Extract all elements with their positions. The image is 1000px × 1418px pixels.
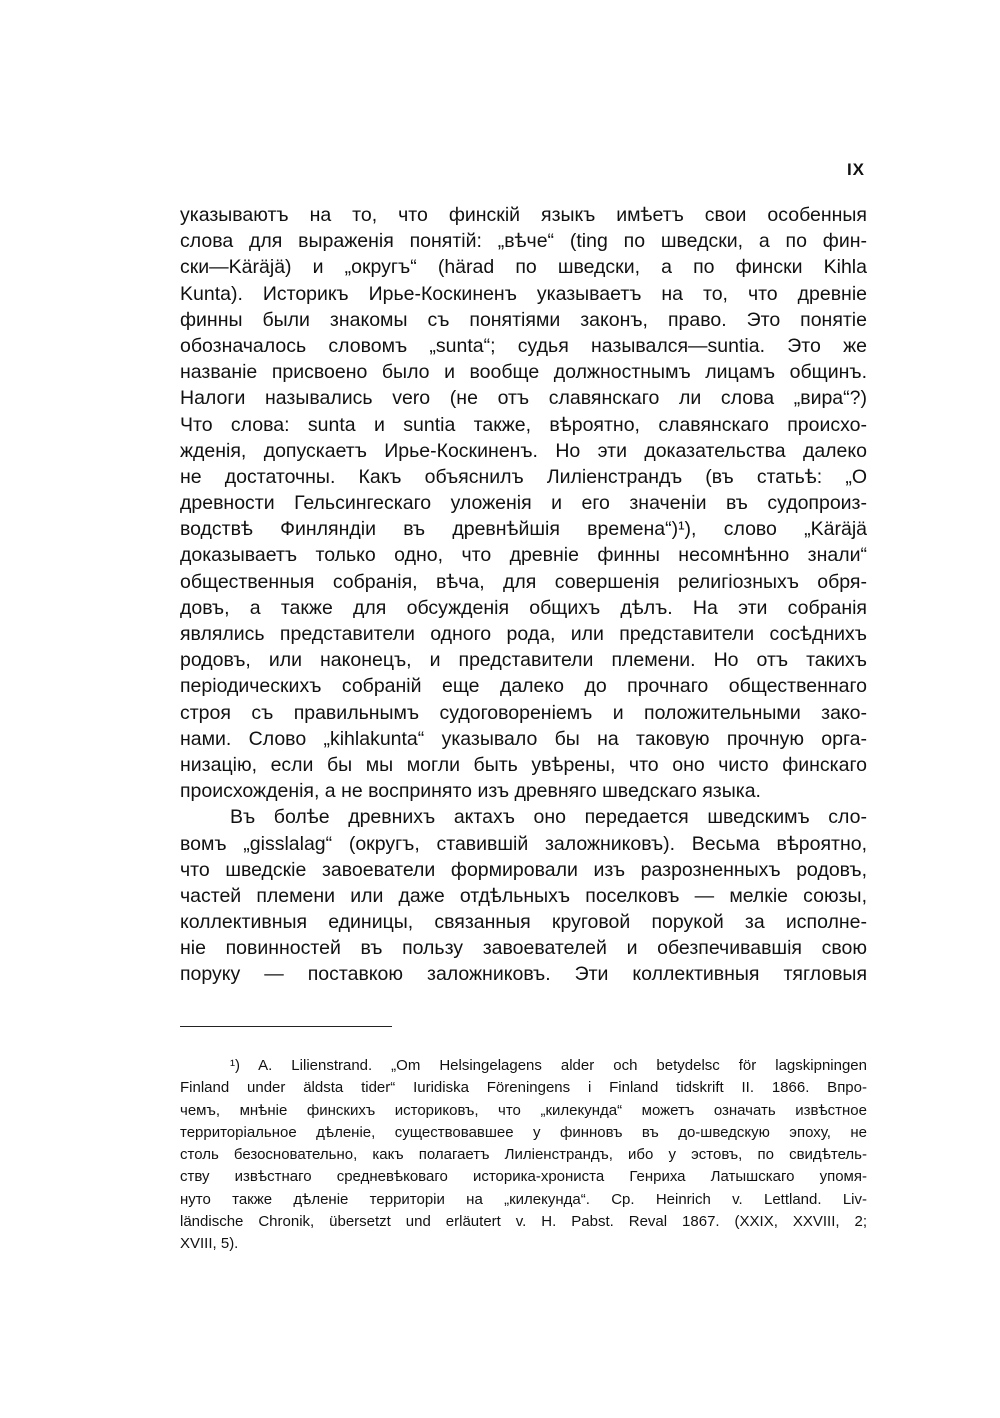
- text-line: указываютъ на то, что финскій языкъ имѣетъ свои особенныя: [180, 204, 867, 226]
- text-line: ски—Käräjä) и „округъ“ (härad по шведски, а по фински Kihla: [180, 256, 867, 279]
- footnote-line: столь безосновательно, какъ полагаетъ Лиліенстрандъ, ибо у эстовъ, по свидѣтель-: [180, 1146, 867, 1164]
- text-line: ніе повинностей въ пользу завоевателей и обезпечивавшія свою: [180, 937, 867, 960]
- footnote-line: территоріальное дѣленіе, существовавшее у финновъ въ до-шведскую эпоху, не: [180, 1123, 867, 1141]
- text-line: родовъ, или наконецъ, и представители племени. Но отъ такихъ: [180, 649, 867, 672]
- text-line: Kunta). Историкъ Ирье-Коскиненъ указываетъ на то, что древніе: [180, 282, 867, 305]
- text-line: довъ, а также для обсужденія общихъ дѣлъ. На эти собранія: [180, 596, 867, 619]
- text-line: общественныя собранія, вѣча, для совершенія религіозныхъ обря-: [180, 570, 867, 593]
- text-line: происхожденія, а не воспринято изъ древняго шведскаго языка.: [180, 780, 761, 803]
- text-line: Что слова: sunta и suntia также, вѣроятно, славянскаго происхо-: [180, 413, 867, 436]
- page-number: IX: [846, 160, 865, 179]
- main-text: [180, 202, 867, 988]
- footnote-line: чемъ, мнѣніе финскихъ историковъ, что „килекунда“ можетъ означать извѣстное: [180, 1101, 867, 1119]
- text-line: Налоги назывались vero (не отъ славянскаго ли слова „вира“?): [180, 387, 867, 410]
- footnote-line: ländische Chronik, übersetzt und erläutert v. H. Pabst. Reval 1867. (XXIX, XXVIII, 2;: [180, 1213, 867, 1231]
- text-line: поруку — поставкою заложниковъ. Эти коллективныя тягловыя: [180, 963, 867, 986]
- text-line: обозначалось словомъ „sunta“; судья назывался—suntia. Это же: [180, 334, 867, 357]
- footnote-divider: [180, 1026, 392, 1027]
- text-line: слова для выраженія понятій: „вѣче“ (ting по шведски, а по фин-: [180, 230, 867, 253]
- text-line: строя съ правильнымъ судоговореніемъ и положительными зако-: [180, 701, 867, 724]
- text-line: не достаточны. Какъ объяснилъ Лиліенстрандъ (въ статьѣ: „О: [180, 465, 867, 488]
- text-line: водствѣ Финляндіи въ древнѣйшія времена“)¹), слово „Käräjä: [180, 518, 867, 541]
- text-line: финны были знакомы съ понятіями законъ, право. Это понятіе: [180, 308, 867, 331]
- text-line: жденія, допускаетъ Ирье-Коскиненъ. Но эти доказательства далеко: [180, 439, 867, 462]
- text-line: періодическихъ собраній еще далеко до прочнаго общественнаго: [180, 675, 867, 698]
- footnote-line: ¹) A. Lilienstrand. „Om Helsingelagens alder och betydelsc för lagskipningen: [230, 1057, 867, 1074]
- text-line: вомъ „gisslalag“ (округъ, ставившій заложниковъ). Весьма вѣроятно,: [180, 832, 867, 855]
- text-line: низацію, если бы мы могли быть увѣрены, что оно чисто финскаго: [180, 753, 867, 776]
- text-line: древности Гельсингескаго уложенія и его значеніи въ судопроиз-: [180, 492, 867, 515]
- text-line: являлись представители одного рода, или представители сосѣднихъ: [180, 623, 867, 645]
- footnote-line: Finland under äldsta tider“ Iuridiska Föreningens i Finland tidskrift II. 1866. Впро-: [180, 1079, 867, 1097]
- text-line: нами. Слово „kihlakunta“ указывало бы на таковую прочную орга-: [180, 727, 867, 750]
- footnote: [180, 1055, 867, 1256]
- footnote-line: XVIII, 5).: [180, 1235, 239, 1253]
- footnote-line: нуто также дѣленіе территоріи на „килекунда“. Cp. Heinrich v. Lettland. Liv-: [180, 1190, 867, 1208]
- text-line: названіе присвоено было и вообще должностнымъ лицамъ общинъ.: [180, 361, 867, 384]
- footnote-line: ству извѣстнаго средневѣковаго историка-хрониста Генриха Латышскаго упомя-: [180, 1168, 867, 1186]
- text-line: частей племени или даже отдѣльныхъ поселковъ — мелкіе союзы,: [180, 884, 867, 907]
- text-line: коллективныя единицы, связанныя круговой порукой за исполне-: [180, 911, 867, 934]
- text-line: доказываетъ только одно, что древніе финны несомнѣнно знали“: [180, 544, 867, 567]
- text-line: Въ болѣе древнихъ актахъ оно передается шведскимъ сло-: [230, 806, 867, 829]
- text-line: что шведскіе завоеватели формировали изъ разрозненныхъ родовъ,: [180, 858, 867, 881]
